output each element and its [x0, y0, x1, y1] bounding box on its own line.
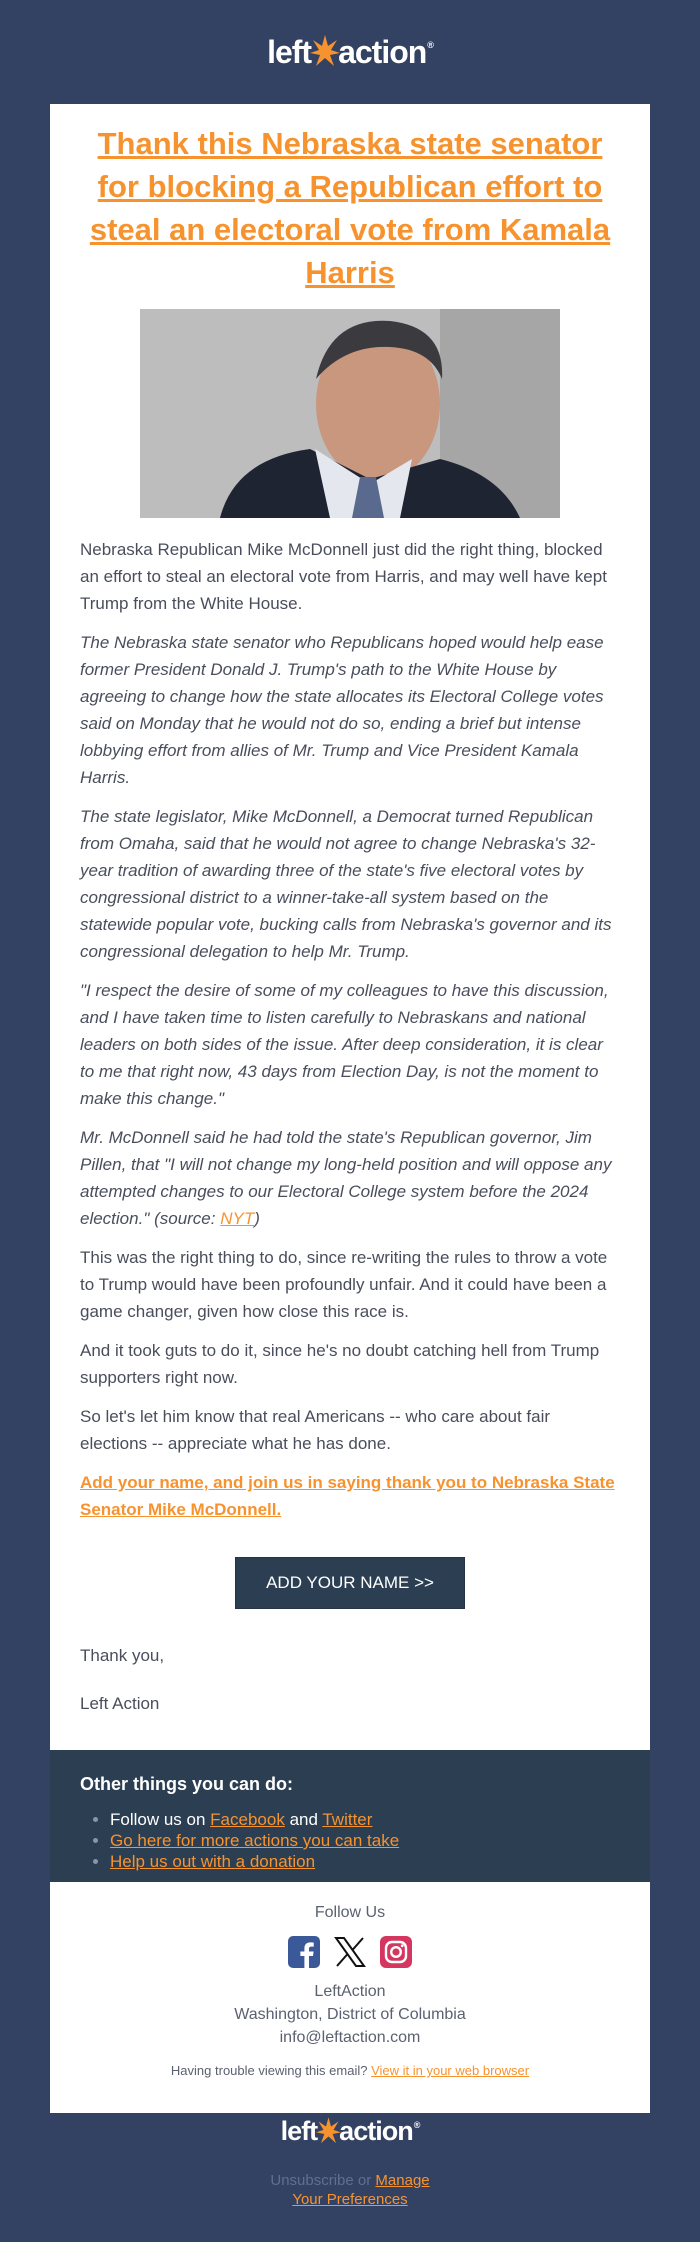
signature-text: Left Action	[80, 1694, 160, 1713]
follow-us-label: Follow Us	[314, 1904, 386, 1921]
logo-registered: ®	[427, 40, 433, 50]
bottom-footer	[0, 2116, 700, 2209]
list-item	[110, 1809, 620, 1830]
list-item	[110, 1851, 620, 1872]
x-icon[interactable]	[334, 1936, 366, 1968]
twitter-link[interactable]: Twitter	[322, 1810, 373, 1829]
footer	[50, 1882, 650, 2113]
manage-link[interactable]: Manage	[375, 2172, 430, 2189]
or-text: or	[353, 2172, 376, 2189]
quote-paragraph-source	[80, 1124, 620, 1232]
other-actions-list	[80, 1809, 620, 1872]
header	[0, 0, 700, 104]
add-your-name-button[interactable]: ADD YOUR NAME >>	[235, 1557, 465, 1609]
quote-text: Mr. McDonnell said he had told the state's Republican governor, Jim Pillen, that "I will not change my long-held position and will oppose any attempted changes to our Electoral College system before the 2024 election." (source:	[80, 1128, 612, 1228]
logo-left-text: left	[267, 33, 312, 70]
org-name: LeftAction	[314, 1983, 386, 2000]
unsubscribe-link[interactable]: Unsubscribe	[270, 2172, 354, 2189]
intro-paragraph: Nebraska Republican Mike McDonnell just did the right thing, blocked an effort to steal an electoral vote from Harris, and may well have kept Trump from the White House.	[80, 540, 607, 613]
body-paragraph: This was the right thing to do, since re-writing the rules to throw a vote to Trump would have been profoundly unfair. And it could have been a game changer, given how close this race is.	[80, 1248, 608, 1321]
logo-right-text: action	[338, 33, 427, 70]
org-email: info@leftaction.com	[279, 2029, 421, 2046]
body-paragraph: So let's let him know that real Americans -- who care about fair elections -- appreciate what he has done.	[80, 1407, 551, 1453]
quote-paragraph: The Nebraska state senator who Republicans hoped would help ease former President Donald J. Trump's path to the White House by agreeing to change how the state allocates its Electoral College votes said on Monday that he would not do so, ending a brief but intense lobbying effort from allies of Mr. Trump and Vice President Kamala Harris.	[80, 633, 604, 787]
thank-you-text: Thank you,	[80, 1646, 165, 1665]
button-wrap	[80, 1557, 620, 1609]
headline-link[interactable]: Thank this Nebraska state senator for blocking a Republican effort to steal an electoral vote from Kamala Harris	[89, 126, 611, 290]
other-actions-title: Other things you can do:	[80, 1774, 294, 1794]
follow-prefix: Follow us on	[110, 1810, 211, 1829]
preferences-link[interactable]: Your Preferences	[292, 2191, 408, 2208]
signoff	[80, 1643, 620, 1717]
logo-left-text: left	[280, 2116, 318, 2146]
trouble-viewing	[50, 2063, 650, 2078]
leftaction-logo-footer[interactable]	[0, 2116, 700, 2147]
cta-paragraph	[80, 1469, 620, 1523]
unsubscribe-block	[0, 2171, 700, 2209]
photo-illustration	[140, 309, 560, 518]
starburst-icon	[310, 35, 340, 69]
senator-photo[interactable]	[140, 309, 560, 518]
body-paragraph: And it took guts to do it, since he's no doubt catching hell from Trump supporters right now.	[80, 1341, 600, 1387]
more-actions-link[interactable]: Go here for more actions you can take	[110, 1831, 400, 1850]
view-in-browser-link[interactable]: View it in your web browser	[371, 2063, 530, 2078]
list-item	[110, 1830, 620, 1851]
headline	[80, 122, 620, 294]
social-icons	[50, 1936, 650, 1968]
quote-close: )	[254, 1209, 260, 1228]
facebook-icon[interactable]	[288, 1936, 320, 1968]
logo-right-text: action	[339, 2116, 413, 2146]
nyt-source-link[interactable]: NYT	[220, 1209, 255, 1228]
leftaction-logo[interactable]	[267, 34, 433, 71]
logo-registered: ®	[413, 2119, 420, 2130]
trouble-text: Having trouble viewing this email?	[170, 2063, 372, 2078]
address-block	[50, 1980, 650, 2049]
donation-link[interactable]: Help us out with a donation	[110, 1852, 316, 1871]
and-text: and	[284, 1810, 323, 1829]
quote-paragraph: "I respect the desire of some of my colleagues to have this discussion, and I have taken time to listen carefully to Nebraskans and national leaders on both sides of the issue. After deep consideration, it is clear to me that right now, 43 days from Election Day, is not the moment to make this change."	[80, 981, 609, 1108]
starburst-icon	[316, 2117, 341, 2146]
quote-paragraph: The state legislator, Mike McDonnell, a Democrat turned Republican from Omaha, said that he would not agree to change Nebraska's 32-year tradition of awarding three of the state's five electoral votes by congressional district to a winner-take-all system based on the statewide popular vote, bucking calls from Nebraska's governor and its congressional delegation to help Mr. Trump.	[80, 807, 612, 961]
org-location: Washington, District of Columbia	[234, 2006, 466, 2023]
other-actions-panel	[50, 1750, 650, 1882]
email-body	[50, 518, 650, 1717]
email-card	[50, 104, 650, 1757]
facebook-link[interactable]: Facebook	[210, 1810, 285, 1829]
instagram-icon[interactable]	[380, 1936, 412, 1968]
add-name-link[interactable]: Add your name, and join us in saying thank you to Nebraska State Senator Mike McDonnell.	[80, 1473, 615, 1519]
